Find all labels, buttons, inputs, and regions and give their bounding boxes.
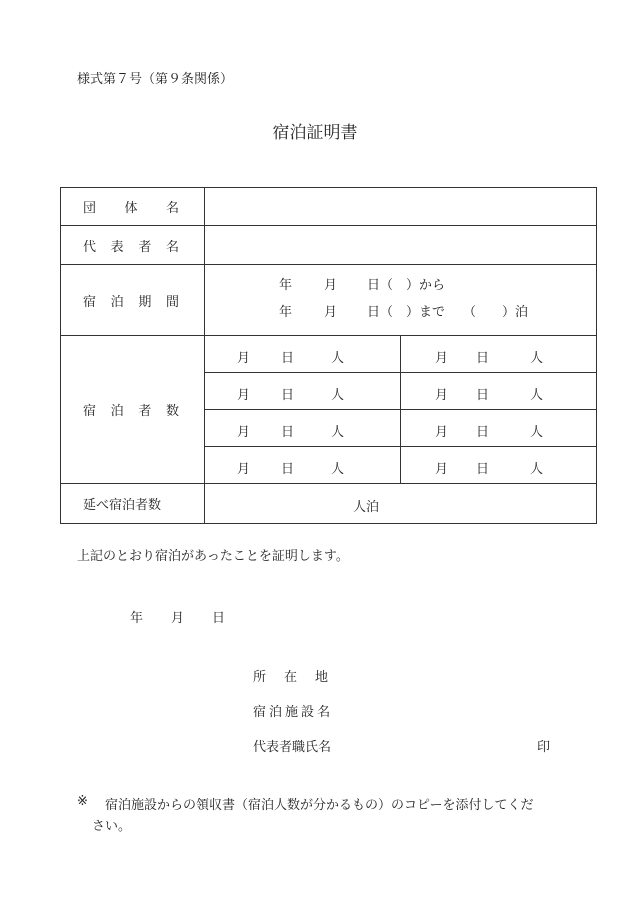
period-from-line: 年 月 日（ ）から (279, 278, 446, 293)
representative-label: 代 表 者 名 (61, 226, 205, 265)
period-to-line: 年 月 日（ ）まで （ ）泊 (279, 305, 529, 320)
form-number: 様式第７号（第９条関係） (77, 72, 234, 87)
note-line-2: さい。 (92, 819, 132, 834)
guest-count-cell[interactable]: 月 日 人 (205, 447, 401, 484)
group-name-label: 団 体 名 (61, 188, 205, 226)
page-title: 宿泊証明書 (272, 123, 358, 143)
seal-mark: 印 (537, 740, 551, 755)
stay-period-field[interactable] (205, 265, 597, 336)
guest-count-cell[interactable]: 月 日 人 (205, 373, 401, 410)
note-line-1: 宿泊施設からの領収書（宿泊人数が分かるもの）のコピーを添付してくだ (105, 798, 534, 813)
representative-field[interactable] (205, 226, 597, 265)
representative-title-name-label: 代表者職氏名 (253, 740, 332, 755)
guest-count-cell[interactable]: 月 日 人 (205, 336, 401, 373)
total-guest-nights-label: 延べ宿泊者数 (61, 484, 205, 524)
group-name-field[interactable] (205, 188, 597, 226)
certificate-table (60, 187, 597, 524)
guest-count-cell[interactable]: 月 日 人 (205, 410, 401, 447)
date-line: 年 月 日 (130, 611, 226, 626)
facility-name-label: 宿 泊 施 設 名 (253, 705, 331, 720)
guest-count-grid (205, 336, 597, 484)
guest-count-label: 宿 泊 者 数 (61, 336, 205, 484)
guest-count-cell[interactable]: 月 日 人 (435, 462, 544, 477)
total-guest-nights-field[interactable]: 人泊 (205, 484, 597, 524)
guest-count-cell[interactable]: 月 日 人 (401, 410, 597, 447)
guest-count-cell[interactable]: 月 日 人 (401, 373, 597, 410)
guest-count-cell[interactable]: 月 日 人 (401, 336, 597, 373)
stay-period-label: 宿 泊 期 間 (61, 265, 205, 336)
note-mark: ※ (77, 794, 88, 809)
certification-statement: 上記のとおり宿泊があったことを証明します。 (77, 549, 349, 564)
address-label: 所 在 地 (253, 670, 329, 685)
